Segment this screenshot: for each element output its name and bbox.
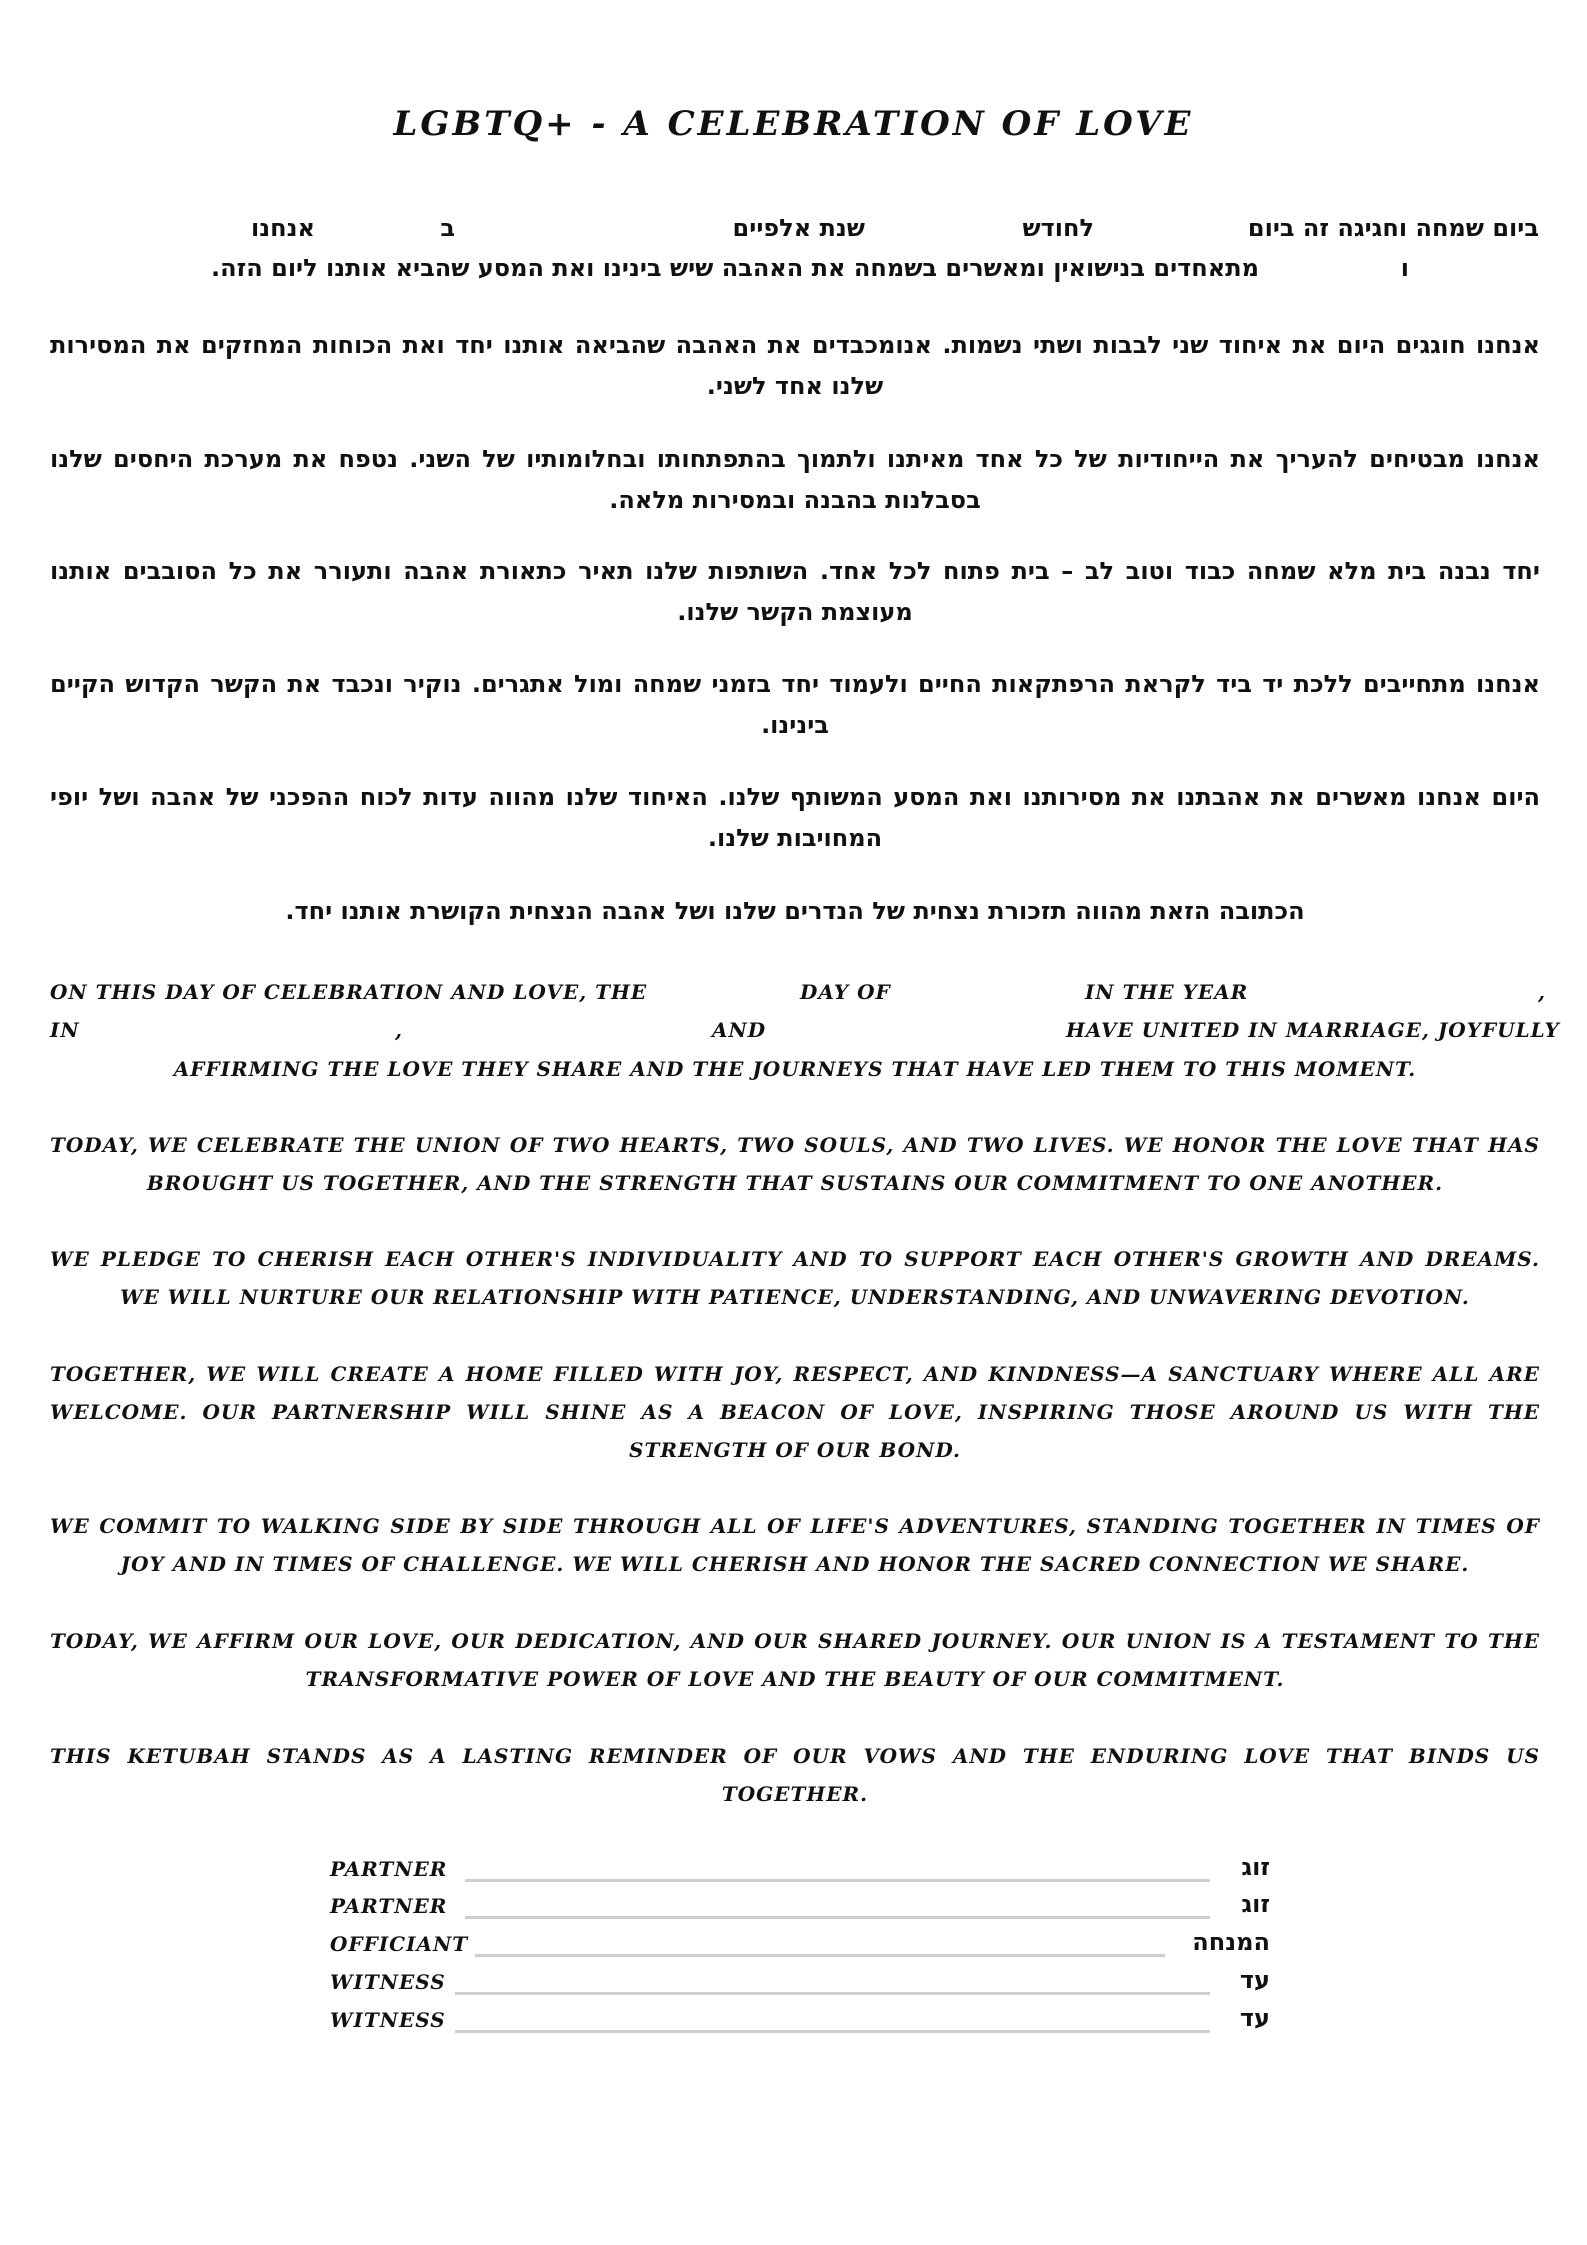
signature-label-he: זוג bbox=[1241, 1890, 1270, 1918]
he-intro-and-letter: ו bbox=[1400, 254, 1409, 282]
en-intro-united: HAVE UNITED IN MARRIAGE, JOYFULLY bbox=[1066, 1018, 1560, 1042]
signature-label-en: PARTNER bbox=[330, 1857, 448, 1881]
en-paragraph-5: TODAY, WE AFFIRM OUR LOVE, OUR DEDICATION, AND OUR SHARED JOURNEY. OUR UNION IS A TESTAMENT TO THE TRANSFORMATIVE POWER OF LOVE AND THE BEAUTY OF OUR COMMITMENT. bbox=[50, 1629, 1540, 1691]
signature-label-en: WITNESS bbox=[330, 2008, 446, 2032]
signature-row-witness-2 bbox=[330, 2004, 1270, 2038]
signature-row-witness-1 bbox=[330, 1966, 1270, 2000]
signature-line[interactable] bbox=[465, 1916, 1210, 1919]
en-paragraph-6: THIS KETUBAH STANDS AS A LASTING REMINDER OF OUR VOWS AND THE ENDURING LOVE THAT BINDS US TOGETHER. bbox=[50, 1744, 1540, 1806]
he-paragraph-4: אנחנו מתחייבים ללכת יד ביד לקראת הרפתקאות החיים ולעמוד יחד בזמני שמחה ומול אתגרים. נוקיר ונכבד את הקשר הקדוש הקיים בינינו. bbox=[50, 670, 1540, 739]
he-intro-year-phrase: שנת אלפיים bbox=[732, 214, 865, 242]
he-paragraph-6: הכתובה הזאת מהווה תזכורת נצחית של הנדרים שלנו ושל אהבה הנצחית הקושרת אותנו יחד. bbox=[285, 897, 1305, 925]
he-paragraph-5: היום אנחנו מאשרים את אהבתנו את מסירותנו ואת המסע המשותף שלנו. האיחוד שלנו מהווה עדות לכוח ההפכני של אהבה ושל יופי המחויבות שלנו. bbox=[50, 783, 1540, 852]
document-title: LGBTQ+ - A CELEBRATION OF LOVE bbox=[393, 104, 1194, 144]
signature-label-he: זוג bbox=[1241, 1853, 1270, 1881]
signature-row-partner-2 bbox=[330, 1890, 1270, 1924]
en-paragraph-2: WE PLEDGE TO CHERISH EACH OTHER'S INDIVIDUALITY AND TO SUPPORT EACH OTHER'S GROWTH AND DREAMS. WE WILL NURTURE OUR RELATIONSHIP WITH PATIENCE, UNDERSTANDING, AND UNWAVERING DEVOTION. bbox=[50, 1247, 1540, 1309]
signature-label-en: OFFICIANT bbox=[330, 1932, 469, 1956]
en-paragraph-1: TODAY, WE CELEBRATE THE UNION OF TWO HEARTS, TWO SOULS, AND TWO LIVES. WE HONOR THE LOVE THAT HAS BROUGHT US TOGETHER, AND THE STRENGTH THAT SUSTAINS OUR COMMITMENT TO ONE ANOTHER. bbox=[50, 1133, 1540, 1195]
en-paragraph-4: WE COMMIT TO WALKING SIDE BY SIDE THROUGH ALL OF LIFE'S ADVENTURES, STANDING TOGETHER IN TIMES OF JOY AND IN TIMES OF CHALLENGE. WE WILL CHERISH AND HONOR THE SACRED CONNECTION WE SHARE. bbox=[50, 1514, 1540, 1576]
en-paragraph-3: TOGETHER, WE WILL CREATE A HOME FILLED WITH JOY, RESPECT, AND KINDNESS—A SANCTUARY WHERE ALL ARE WELCOME. OUR PARTNERSHIP WILL SHINE AS A BEACON OF LOVE, INSPIRING THOSE AROUND US WITH THE STRENGTH OF OUR BOND. bbox=[50, 1362, 1540, 1462]
signature-label-he: עד bbox=[1239, 2004, 1270, 2032]
he-intro-we-word: אנחנו bbox=[251, 214, 315, 242]
he-intro-day-phrase: ביום שמחה וחגיגה זה ביום bbox=[1247, 214, 1539, 242]
he-intro-place-letter: ב bbox=[440, 214, 455, 242]
signature-label-he: עד bbox=[1239, 1966, 1270, 1994]
he-paragraph-1: אנחנו חוגגים היום את איחוד שני לבבות ושתי נשמות. אנומכבדים את האהבה שהביאה אותנו יחד ואת הכוחות המחזקים את המסירות שלנו אחד לשני. bbox=[50, 331, 1540, 400]
he-paragraph-3: יחד נבנה בית מלא שמחה כבוד וטוב לב – בית פתוח לכל אחד. השותפות שלנו תאיר כתאורת אהבה ותעורר את כל הסובבים אותנו מעוצמת הקשר שלנו. bbox=[50, 557, 1540, 626]
signature-label-en: WITNESS bbox=[330, 1970, 446, 1994]
signature-row-partner-1 bbox=[330, 1853, 1270, 1887]
en-intro-affirming: AFFIRMING THE LOVE THEY SHARE AND THE JOURNEYS THAT HAVE LED THEM TO THIS MOMENT. bbox=[173, 1057, 1417, 1081]
en-intro-in-the-year: IN THE YEAR bbox=[1085, 980, 1249, 1004]
signature-label-en: PARTNER bbox=[330, 1894, 448, 1918]
he-intro-month-word: לחודש bbox=[1022, 214, 1094, 242]
en-intro-day-of: DAY OF bbox=[800, 980, 891, 1004]
signature-line[interactable] bbox=[465, 1879, 1210, 1882]
signature-line[interactable] bbox=[455, 1992, 1210, 1995]
he-intro-united-sentence: מתאחדים בנישואין ומאשרים בשמחה את האהבה שיש בינינו ואת המסע שהביא אותנו ליום הזה. bbox=[211, 254, 1259, 282]
signature-line[interactable] bbox=[475, 1954, 1165, 1957]
en-intro-comma-2: , bbox=[395, 1018, 403, 1042]
he-paragraph-2: אנחנו מבטיחים להעריך את הייחודיות של כל אחד מאיתנו ולתמוך בהתפתחותו ובחלומותיו של השני. נטפח את מערכת היחסים שלנו בסבלנות בהבנה ובמסירות מלאה. bbox=[50, 445, 1540, 514]
signature-row-officiant bbox=[330, 1928, 1270, 1962]
signature-label-he: המנחה bbox=[1192, 1928, 1270, 1956]
en-intro-comma: , bbox=[1538, 980, 1546, 1004]
en-intro-in: IN bbox=[50, 1018, 80, 1042]
signature-line[interactable] bbox=[455, 2030, 1210, 2033]
en-intro-and: AND bbox=[712, 1018, 767, 1042]
en-intro-day-phrase: ON THIS DAY OF CELEBRATION AND LOVE, THE bbox=[50, 980, 648, 1004]
